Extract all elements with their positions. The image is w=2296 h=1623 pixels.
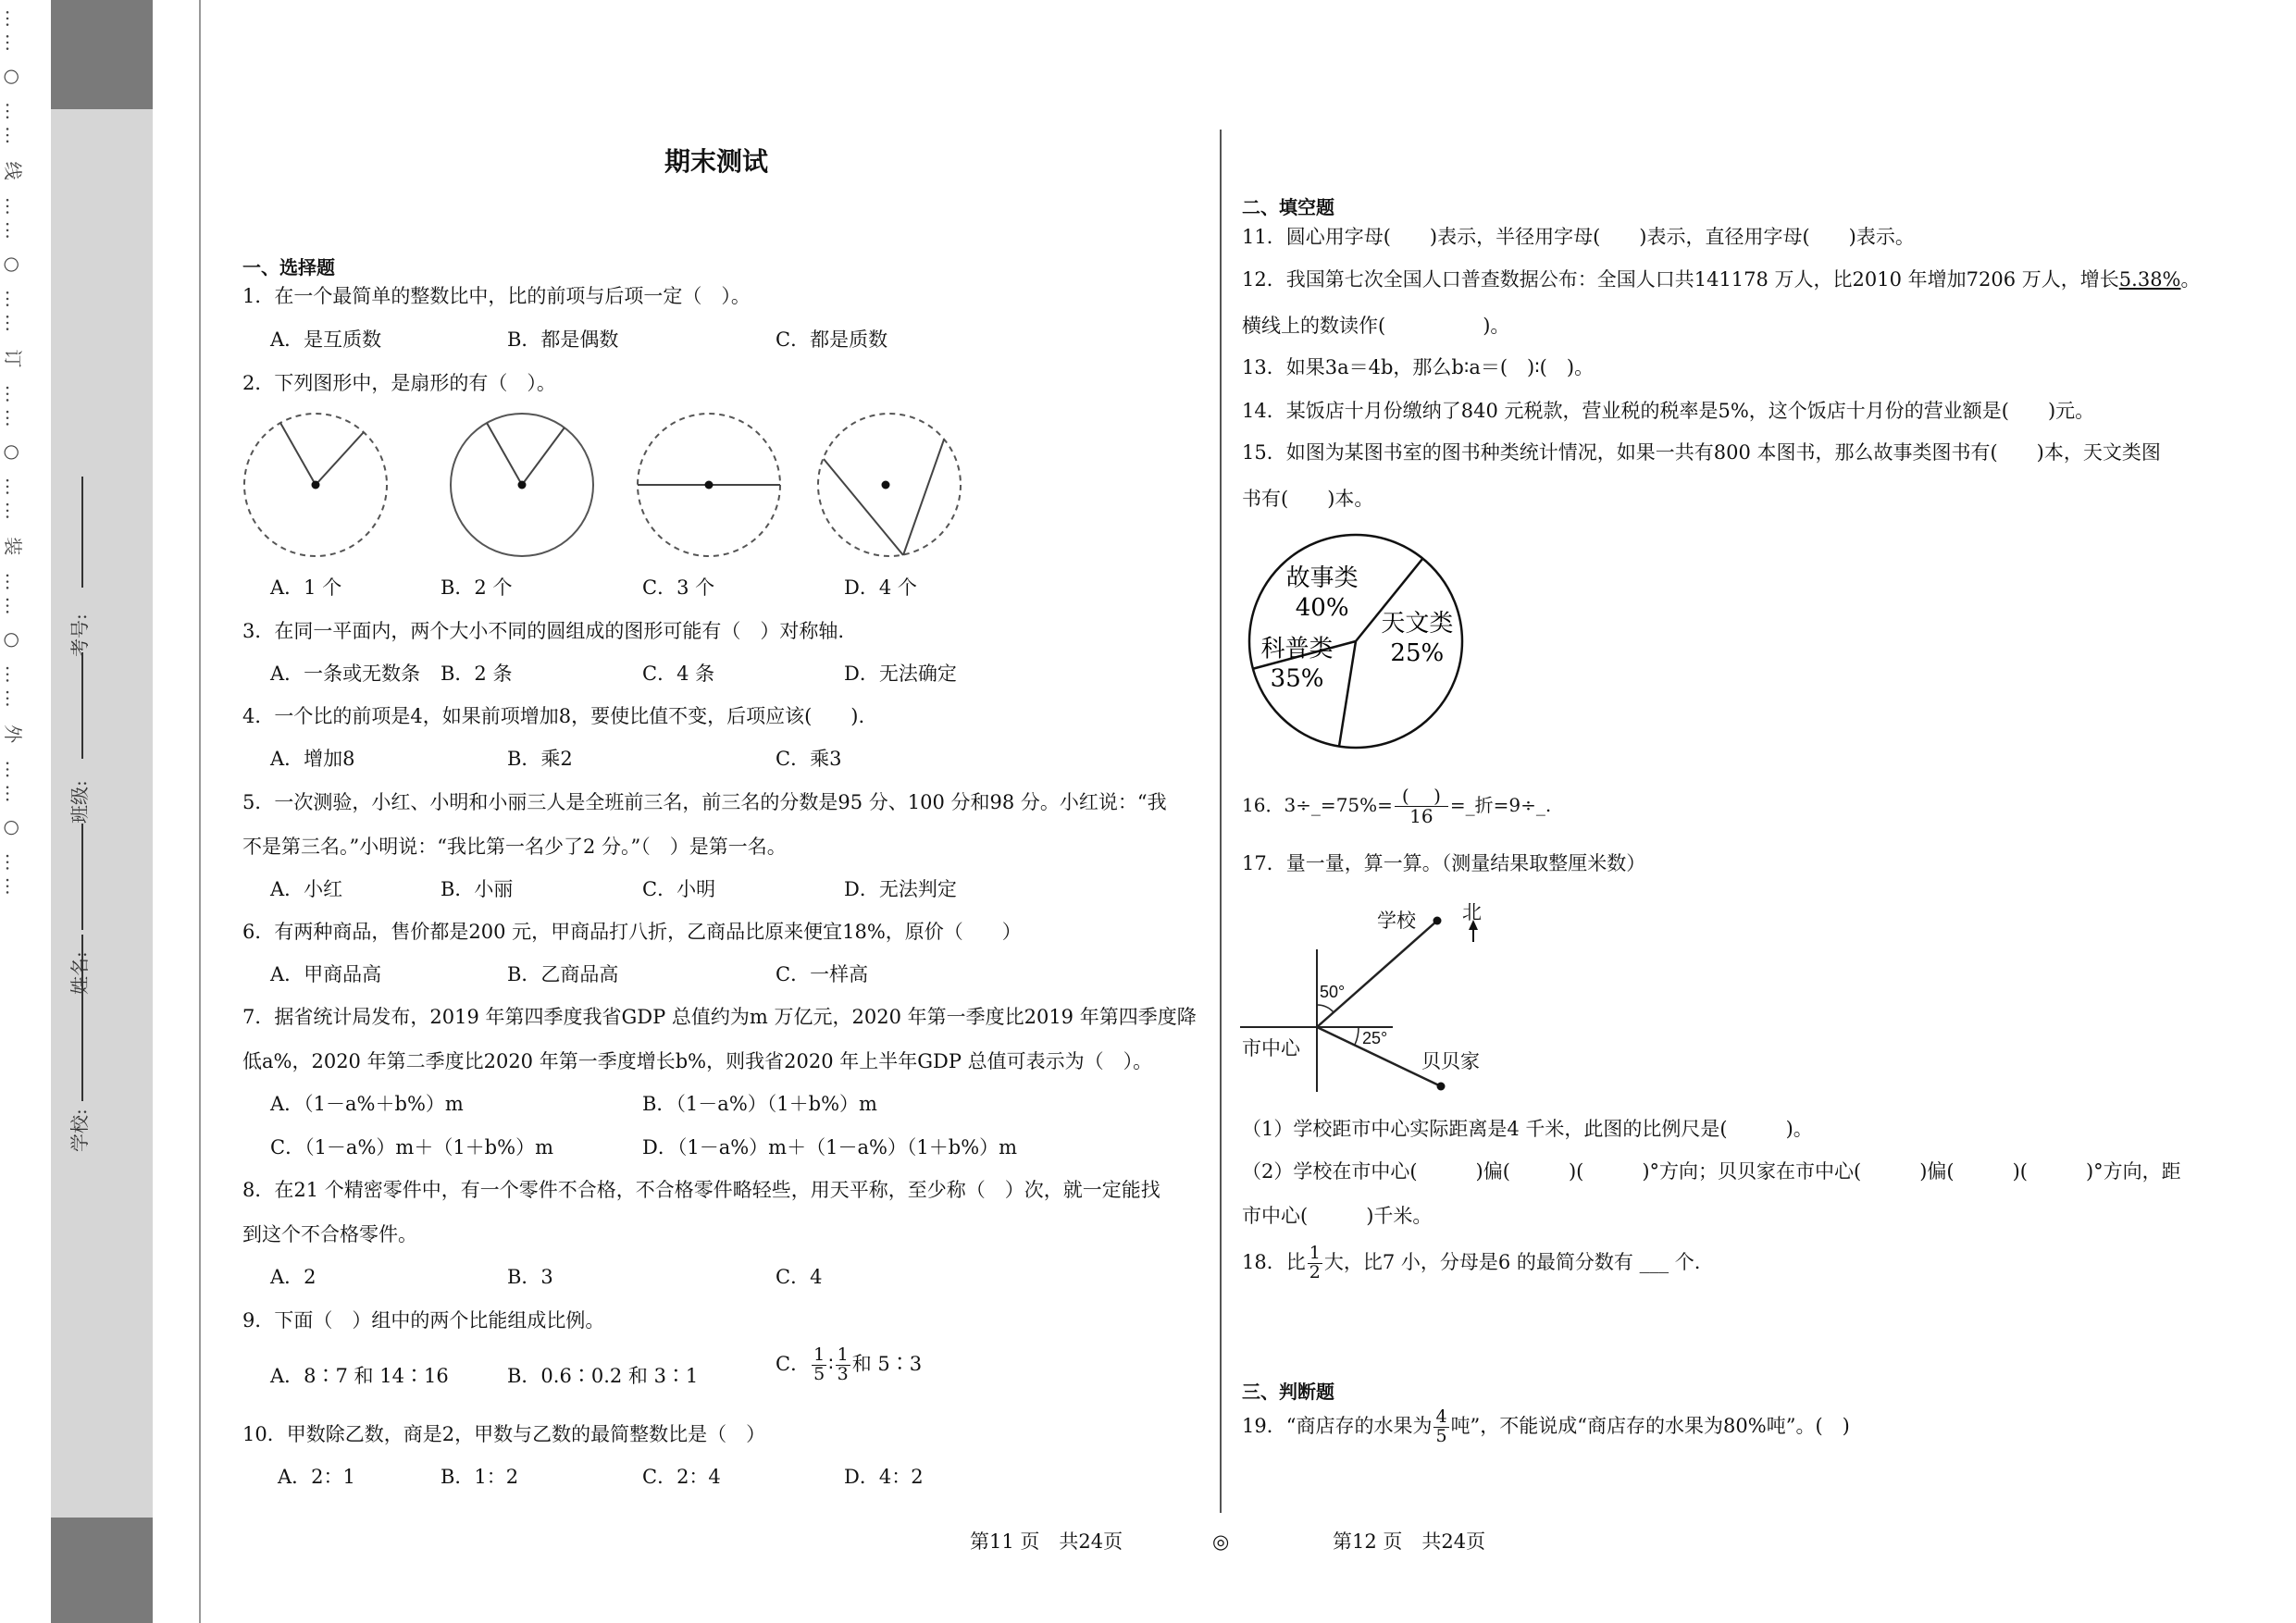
q3-stem: 3．在同一平面内，两个大小不同的圆组成的图形可能有（ ）对称轴. [242,620,845,642]
q5-stem-line2: 不是第三名。”小明说：“我比第一名少了2 分。”（ ）是第一名。 [242,836,787,858]
q1-option-b: B．都是偶数 [507,328,619,351]
circle-b [451,414,593,556]
q2-option-a: A．1 个 [270,576,342,599]
pie-label-2: 科普类 [1260,635,1334,663]
q8-option-a: A．2 [270,1266,316,1288]
pie-label-0: 故事类 [1285,564,1359,593]
map-angle-25: 25° [1362,1029,1388,1047]
map-angle-50: 50° [1320,983,1346,1001]
footer-right-page: 第12 页 共24页 [1333,1530,1486,1553]
map-center-label: 市中心 [1242,1038,1300,1059]
q15-line1: 15．如图为某图书室的图书种类统计情况，如果一共有800 本图书，那么故事类图书有( )本，天文类图 [1242,441,2161,464]
q3-option-c: C．4 条 [642,663,715,685]
q9-option-b: B．0.6∶0.2 和 3∶1 [507,1365,699,1387]
q16-post: =_折=9÷_. [1449,794,1552,816]
pie-value-2: 35% [1270,664,1324,693]
q10-option-d: D．4：2 [844,1466,924,1488]
q2-option-c: C．3 个 [642,576,715,599]
q14: 14．某饭店十月份缴纳了840 元税款，营业税的税率是5%，这个饭店十月份的营业额是( )元。 [1242,400,2095,422]
q4-option-b: B．乘2 [507,748,573,770]
footer-left-page: 第11 页 共24页 [970,1530,1123,1553]
exam-no-underline [81,477,83,588]
map-home-label: 贝贝家 [1421,1051,1480,1072]
q17-direction-map [1240,896,1545,1099]
map-north-label: 北 [1462,902,1482,923]
label-name: 姓名: [68,951,91,995]
label-school: 学校: [68,1109,91,1152]
book-category-pie-chart [1240,526,1471,757]
q6-option-a: A．甲商品高 [270,963,382,985]
q13: 13．如果3a＝4b，那么b∶a＝( )∶( )。 [1242,356,1595,378]
q9-option-c [776,1346,922,1384]
q8-option-c: C．4 [776,1266,823,1288]
q7-option-c: C．（1－a%）m＋（1＋b%）m [270,1136,553,1158]
q19-post: 吨”，不能说成“商店存的水果为80%吨”。( ) [1450,1414,1850,1437]
q8-stem-line1: 8．在21 个精密零件中，有一个零件不合格，不合格零件略轻些，用天平称，至少称（ ）次，就一定能找 [242,1179,1160,1201]
q9-c-colon: ∶ [828,1352,834,1375]
q17-part1: （1）学校距市中心实际距离是4 千米，此图的比例尺是( )。 [1242,1118,1813,1140]
column-divider [1220,130,1222,1513]
q18-post: 大，比7 小，分母是6 的最简分数有 ___ 个. [1323,1250,1701,1273]
q8-option-b: B．3 [507,1266,553,1288]
q16 [1242,787,1551,826]
q12-pre: 12．我国第七次全国人口普查数据公布：全国人口共141178 万人，比2010 年增加7206 万人，增长 [1242,268,2119,291]
q5-stem-line1: 5．一次测验，小红、小明和小丽三人是全班前三名，前三名的分数是95 分、100 分和98 分。小红说：“我 [242,791,1167,813]
q3-option-a: A．一条或无数条 [270,663,421,685]
q7-stem-line2: 低a%，2020 年第二季度比2020 年第一季度增长b%，则我省2020 年上半年GDP 总值可表示为（ ）。 [242,1050,1153,1072]
q16-fraction: ( ) 16 [1395,787,1448,826]
q19-fraction: $\frac{4}{5}$ [1435,1406,1447,1446]
q2-stem: 2．下列图形中，是扇形的有（ ）。 [242,372,556,394]
q9-c-fraction-2: $\frac{1}{3}$ [837,1344,849,1384]
page-title: 期末测试 [664,146,769,177]
pie-label-1: 天文类 [1381,610,1454,638]
q12-underlined-value: 5.38% [2118,268,2181,291]
q19-pre: 19．“商店存的水果为 [1242,1414,1433,1437]
q6-option-c: C．一样高 [776,963,869,985]
q10-option-c: C．2：4 [642,1466,721,1488]
circle-c [638,414,780,556]
q18 [1242,1245,1700,1282]
binding-line [199,0,201,1623]
q18-pre: 18．比 [1242,1250,1306,1273]
q18-fraction: $\frac{1}{2}$ [1309,1243,1321,1282]
q4-option-a: A．增加8 [270,748,355,770]
section3-heading: 三、判断题 [1242,1381,1334,1403]
q7-option-a: A．（1－a%＋b%）m [270,1093,464,1115]
q3-option-b: B．2 条 [441,663,513,685]
q8-stem-line2: 到这个不合格零件。 [242,1223,417,1245]
binding-dots-column [0,0,37,1623]
map-school-label: 学校 [1377,911,1416,932]
binding-dots-text: …… ○ …… 线 …… ○ …… 订 …… ○ …… 装 …… ○ …… 外 …… ○ …… [2,9,24,901]
label-class: 班级: [68,780,91,824]
binding-dark-top [51,0,153,109]
circle-a [244,414,387,556]
q1-option-c: C．都是质数 [776,328,888,351]
circle-d [818,414,961,556]
q7-option-d: D．（1－a%）m＋（1－a%）（1＋b%）m [642,1136,1018,1158]
section2-heading: 二、填空题 [1242,196,1334,218]
q12-post: 。 [2180,268,2201,291]
q10-option-b: B．1：2 [441,1466,519,1488]
q1-option-a: A．是互质数 [270,328,382,351]
q7-option-b: B．（1－a%）（1＋b%）m [642,1093,877,1115]
q5-option-d: D．无法判定 [844,878,957,900]
q10-option-a: A．2：1 [278,1466,355,1488]
binding-dark-bottom [51,1518,153,1623]
q16-pre: 16．3÷_=75%= [1242,794,1393,816]
q19 [1242,1408,1850,1446]
q12-line1 [1242,268,2201,291]
q6-option-b: B．乙商品高 [507,963,619,985]
q17-part2-line1: （2）学校在市中心( )偏( )( )°方向；贝贝家在市中心( )偏( )( )°方向，距 [1242,1160,2181,1183]
q10-stem: 10．甲数除乙数，商是2，甲数与乙数的最简整数比是（ ） [242,1423,766,1445]
q11: 11．圆心用字母( )表示，半径用字母( )表示，直径用字母( )表示。 [1242,226,1915,248]
q5-option-a: A．小红 [270,878,343,900]
q5-option-c: C．小明 [642,878,716,900]
q7-stem-line1: 7．据省统计局发布，2019 年第四季度我省GDP 总值约为m 万亿元，2020 年第一季度比2019 年第四季度降 [242,1006,1197,1028]
class-underline [81,652,83,759]
name-underline [81,824,83,930]
q5-option-b: B．小丽 [441,878,514,900]
q2-option-d: D．4 个 [844,576,917,599]
q9-option-a: A．8∶7 和 14∶16 [270,1365,449,1387]
q2-circles-figure [239,407,970,564]
q3-option-d: D．无法确定 [844,663,957,685]
q17-stem: 17．量一量，算一算。（测量结果取整厘米数） [1242,852,1646,874]
label-exam-no: 考号: [68,613,91,657]
footer-center-mark: ◎ [1212,1530,1230,1553]
pie-value-0: 40% [1295,594,1349,623]
section1-heading: 一、选择题 [242,256,335,279]
pie-value-1: 25% [1390,639,1445,668]
q12-line2: 横线上的数读作( )。 [1242,315,1510,337]
q17-part2-line2: 市中心( )千米。 [1242,1205,1433,1227]
q9-c-suffix: 和 5∶3 [851,1352,923,1375]
q9-stem: 9．下面（ ）组中的两个比能组成比例。 [242,1309,605,1332]
q6-stem: 6．有两种商品，售价都是200 元，甲商品打八折，乙商品比原来便宜18%，原价（ ） [242,921,1022,943]
q9-c-prefix: C． [776,1352,811,1375]
q2-option-b: B．2 个 [441,576,513,599]
q1-stem: 1．在一个最简单的整数比中，比的前项与后项一定（ ）。 [242,285,751,307]
q4-stem: 4．一个比的前项是4，如果前项增加8，要使比值不变，后项应该( ). [242,705,865,727]
q15-line2: 书有( )本。 [1242,488,1374,510]
q9-c-fraction-1: $\frac{1}{5}$ [813,1344,825,1384]
q4-option-c: C．乘3 [776,748,842,770]
